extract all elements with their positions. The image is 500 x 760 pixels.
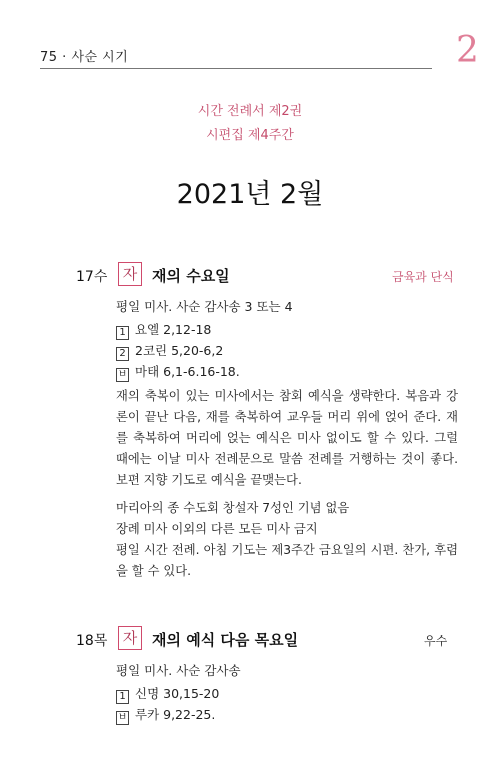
entry-tag: 우수 <box>424 634 448 648</box>
liturgical-color-box: 자 <box>118 626 142 650</box>
rubric-paragraph <box>116 386 458 491</box>
month-title: 2021년 2월 <box>176 179 324 210</box>
reading-line <box>116 684 219 704</box>
reading-line <box>116 362 240 382</box>
liturgical-color-box: 자 <box>118 262 142 286</box>
reading-line <box>116 705 215 725</box>
reading-ref: 2코린 5,20-6,2 <box>135 343 224 358</box>
rubric-text: 장례 미사 이외의 다른 모든 미사 금지 <box>116 522 318 536</box>
reading-mark: ㅂ <box>117 369 128 380</box>
reading-line <box>116 320 211 340</box>
psalter-week: 시편집 제4주간 <box>206 128 294 143</box>
reading-ref: 마태 6,1-6.16-18. <box>135 364 240 379</box>
rubric-notes <box>116 498 458 582</box>
reading-mark: 2 <box>116 347 129 361</box>
rubric-text: 평일 시간 전례. 아침 기도는 제3주간 금요일의 시편. 찬가, 후렴을 할 수 있다. <box>116 543 458 578</box>
reading-mark: ㅂ <box>117 712 128 723</box>
reading-ref: 신명 30,15-20 <box>135 686 220 701</box>
rubric-text: 마리아의 종 수도회 창설자 7성인 기념 없음 <box>116 501 350 515</box>
header-rule <box>40 68 432 69</box>
entry-day: 18목 <box>76 633 108 649</box>
running-header: 75 · 사순 시기 <box>40 50 129 65</box>
mass-note: 평일 미사. 사순 감사송 <box>116 663 241 678</box>
page-number: 2 <box>456 30 479 71</box>
reading-mark: 1 <box>116 690 129 704</box>
breviary-volume: 시간 전례서 제2권 <box>197 104 303 119</box>
entry-title: 재의 수요일 <box>152 267 230 285</box>
entry-day: 17수 <box>76 269 108 285</box>
rubric-text: 재의 축복이 있는 미사에서는 참회 예식을 생략한다. 복음과 강론이 끝난 다음, 재를 축복하여 교우들 머리 위에 얹어 준다. 재를 축복하여 머리에 얹는 예식은 미사 없이도 할 수 있다. 그럴 때에는 이날 미사 전례문으로 말씀 전례를 거행하는 것이 좋다. 보편 지향 기도로 예식을 끝맺는다. <box>116 389 458 487</box>
reading-mark: 1 <box>116 326 129 340</box>
entry-tag: 금육과 단식 <box>392 270 454 284</box>
reading-ref: 루카 9,22-25. <box>135 707 216 722</box>
reading-ref: 요엘 2,12-18 <box>135 322 212 337</box>
reading-line <box>116 341 223 361</box>
mass-note: 평일 미사. 사순 감사송 3 또는 4 <box>116 299 293 314</box>
entry-title: 재의 예식 다음 목요일 <box>152 631 299 649</box>
